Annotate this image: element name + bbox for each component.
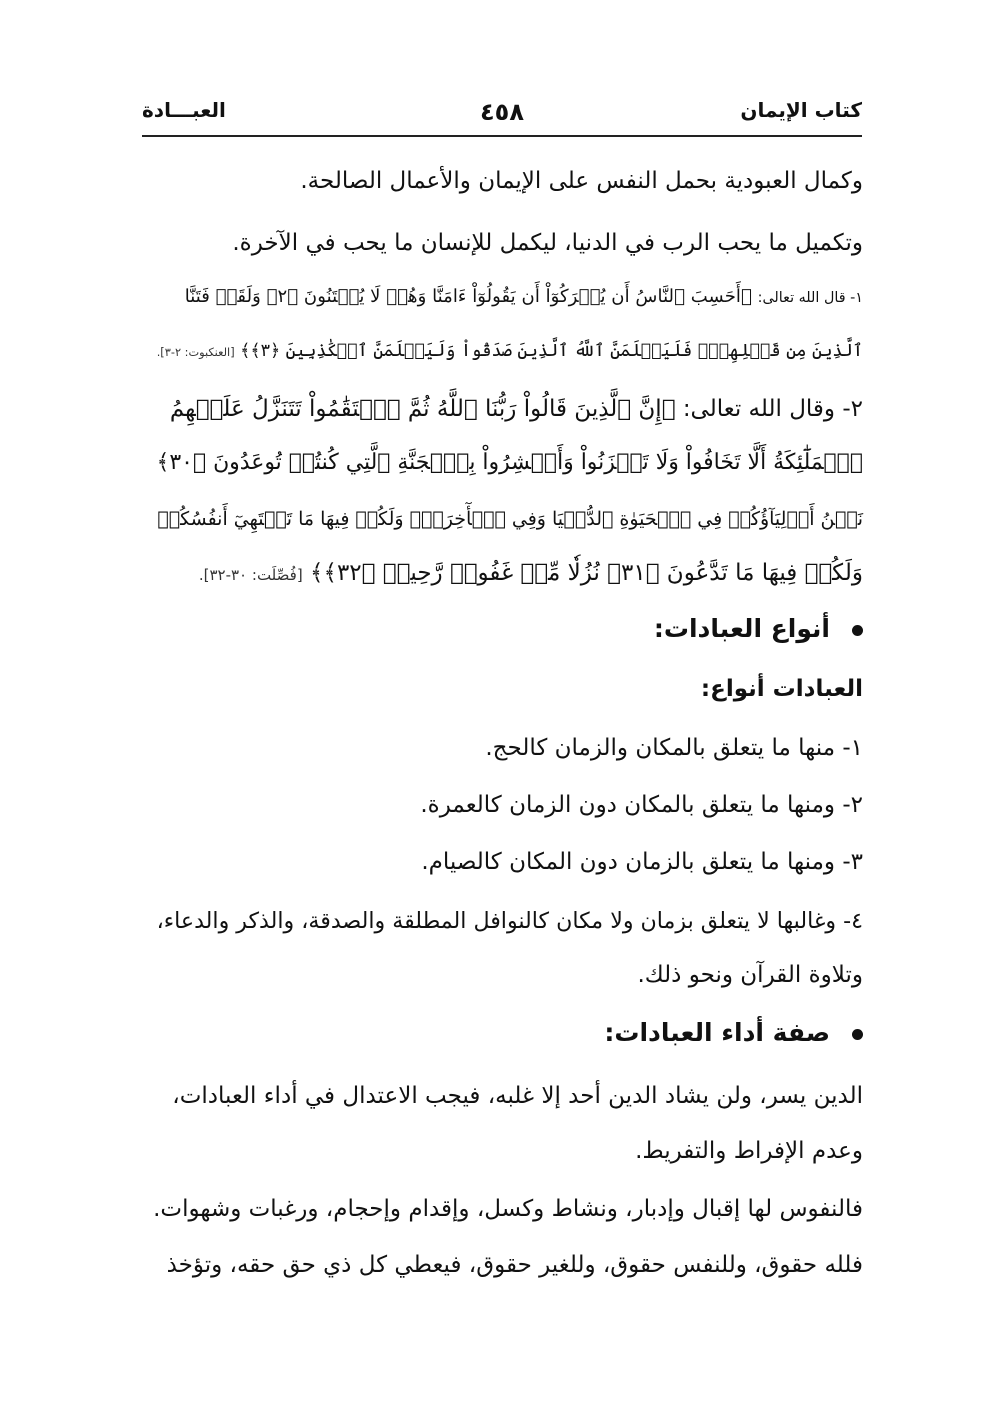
page-number: ٤٥٨: [480, 98, 524, 126]
quran-citation-1-line-2: [157, 336, 863, 367]
paragraph-line: وعدم الإفراط والتفريط.: [635, 1138, 863, 1164]
list-item: ٢- ومنها ما يتعلق بالمكان دون الزمان كالعمرة.: [420, 792, 863, 818]
quran-citation-2-line-3: [157, 504, 863, 534]
quran-citation-1-line-1: [185, 282, 863, 313]
bullet-icon: [852, 625, 863, 636]
list-item-continuation: وتلاوة القرآن ونحو ذلك.: [637, 962, 863, 988]
paragraph-line: الدين يسر، ولن يشاد الدين أحد إلا غلبه، فيجب الاعتدال في أداء العبادات،: [172, 1083, 863, 1109]
paragraph-line: وكمال العبودية بحمل النفس على الإيمان والأعمال الصالحة.: [300, 168, 863, 194]
header-divider: [142, 135, 862, 137]
citation-intro: ١- قال الله تعالى:: [757, 290, 863, 306]
quran-verse: ٱلَّذِينَ مِن قَبۡلِهِمۡۖ فَلَيَعۡلَمَنَّ ٱللَّهُ ٱلَّذِينَ صَدَقُواْ وَلَيَعۡلَمَنَّ ٱلۡكَٰذِبِينَ ﴿٣﴾﴾: [240, 341, 863, 361]
quran-citation-2-line-4: [199, 558, 863, 590]
quran-verse: نَحۡنُ أَوۡلِيَآؤُكُمۡ فِي ٱلۡحَيَوٰةِ ٱلدُّنۡيَا وَفِي ٱلۡأٓخِرَةِۖ وَلَكُمۡ فِيهَا مَا تَشۡتَهِيٓ أَنفُسُكُمۡ: [157, 508, 863, 530]
paragraph-line: فلله حقوق، وللنفس حقوق، وللغير حقوق، فيعطي كل ذي حق حقه، وتؤخذ: [166, 1252, 863, 1278]
section-heading-text: صفة أداء العبادات:: [604, 1018, 830, 1047]
quran-citation-2-line-1: [170, 394, 863, 424]
citation-intro: ٢- وقال الله تعالى:: [682, 396, 863, 422]
section-heading: [604, 1018, 863, 1048]
section-heading-text: أنواع العبادات:: [653, 614, 830, 643]
quran-verse: ٱلۡمَلَٰٓئِكَةُ أَلَّا تَخَافُواْ وَلَا تَحۡزَنُواْ وَأَبۡشِرُواْ بِٱلۡجَنَّةِ ٱلَّتِي كُنتُمۡ تُوعَدُونَ ﴿٣٠﴾: [156, 450, 863, 475]
chapter-title: العبـــادة: [142, 98, 226, 122]
quran-verse: ﴿إِنَّ ٱلَّذِينَ قَالُواْ رَبُّنَا ٱللَّهُ ثُمَّ ٱسۡتَقَٰمُواْ تَتَنَزَّلُ عَلَيۡهِمُ: [169, 396, 676, 422]
surah-reference: [العنكبوت: ٢-٣].: [156, 345, 235, 359]
list-item: ١- منها ما يتعلق بالمكان والزمان كالحج.: [485, 735, 863, 761]
list-item: ٣- ومنها ما يتعلق بالزمان دون المكان كالصيام.: [421, 849, 863, 875]
section-heading: [654, 614, 863, 644]
bullet-icon: [852, 1029, 863, 1040]
surah-reference: [فُصِّلَت: ٣٠-٣٢].: [198, 566, 303, 584]
quran-verse: وَلَكُمۡ فِيهَا مَا تَدَّعُونَ ﴿٣١﴾ نُزُلٗا مِّنۡ غَفُورٖ رَّحِيمٖ ﴿٣٢﴾﴾: [309, 560, 863, 586]
book-title: كتاب الإيمان: [740, 98, 862, 122]
subheading: العبادات أنواع:: [700, 676, 863, 702]
list-item: ٤- وغالبها لا يتعلق بزمان ولا مكان كالنوافل المطلقة والصدقة، والذكر والدعاء،: [156, 908, 863, 934]
quran-verse: ﴿أَحَسِبَ ٱلنَّاسُ أَن يُتۡرَكُوٓاْ أَن يَقُولُوٓاْ ءَامَنَّا وَهُمۡ لَا يُفۡتَنُونَ ﴿٢﴾ وَلَقَدۡ فَتَنَّا: [184, 286, 752, 307]
page-header: [142, 98, 862, 134]
paragraph-line: وتكميل ما يحب الرب في الدنيا، ليكمل للإنسان ما يحب في الآخرة.: [232, 230, 863, 256]
quran-citation-2-line-2: [157, 448, 863, 478]
paragraph-line: فالنفوس لها إقبال وإدبار، ونشاط وكسل، وإقدام وإحجام، ورغبات وشهوات.: [153, 1196, 863, 1222]
